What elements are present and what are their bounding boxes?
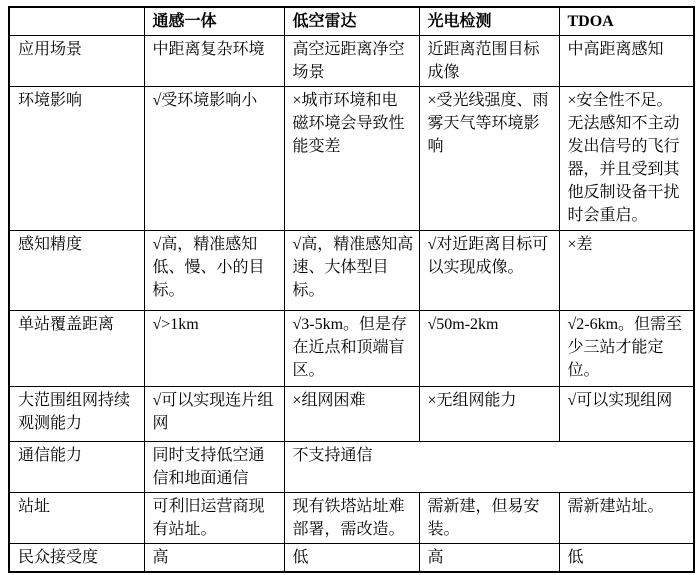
row-networking-observation: [9, 387, 694, 442]
row-label: 感知精度: [9, 231, 144, 311]
cell: 需新建，但易安装。: [419, 493, 559, 544]
cell: √受环境影响小: [144, 87, 284, 231]
cell: ×差: [559, 231, 694, 311]
cell: √对近距离目标可以实现成像。: [419, 231, 559, 311]
cell-merged: 不支持通信: [284, 442, 694, 493]
cell: 近距离范围目标成像: [419, 36, 559, 87]
cell: √3-5km。但是存在近点和顶端盲区。: [284, 311, 419, 387]
cell: 中高距离感知: [559, 36, 694, 87]
row-communication-capability: [9, 442, 694, 493]
header-cell-radar: 低空雷达: [284, 7, 419, 36]
row-environmental-impact: [9, 87, 694, 231]
row-public-acceptance: [9, 544, 694, 573]
cell: 需新建站址。: [559, 493, 694, 544]
row-sensing-accuracy: [9, 231, 694, 311]
row-label: 应用场景: [9, 36, 144, 87]
cell: √2-6km。但需至少三站才能定位。: [559, 311, 694, 387]
row-label: 大范围组网持续观测能力: [9, 387, 144, 442]
cell: 低: [559, 544, 694, 573]
cell: √可以实现组网: [559, 387, 694, 442]
cell: 可利旧运营商现有站址。: [144, 493, 284, 544]
row-label: 单站覆盖距离: [9, 311, 144, 387]
header-cell-empty: [9, 7, 144, 36]
cell: √>1km: [144, 311, 284, 387]
row-application-scenario: [9, 36, 694, 87]
cell: √可以实现连片组网: [144, 387, 284, 442]
cell: 同时支持低空通信和地面通信: [144, 442, 284, 493]
row-label: 民众接受度: [9, 544, 144, 573]
cell: 低: [284, 544, 419, 573]
row-single-station-coverage: [9, 311, 694, 387]
cell: ×组网困难: [284, 387, 419, 442]
cell: √高，精准感知低、慢、小的目标。: [144, 231, 284, 311]
cell: √50m-2km: [419, 311, 559, 387]
cell: ×安全性不足。无法感知不主动发出信号的飞行器，并且受到其他反制设备干扰时会重启。: [559, 87, 694, 231]
row-site: [9, 493, 694, 544]
row-label: 通信能力: [9, 442, 144, 493]
header-cell-tdoa: TDOA: [559, 7, 694, 36]
cell: 中距离复杂环境: [144, 36, 284, 87]
cell: ×无组网能力: [419, 387, 559, 442]
header-cell-optical: 光电检测: [419, 7, 559, 36]
cell: 高: [144, 544, 284, 573]
cell: √高，精准感知高速、大体型目标。: [284, 231, 419, 311]
cell: ×受光线强度、雨雾天气等环境影响: [419, 87, 559, 231]
header-row: [9, 7, 694, 36]
header-cell-isac: 通感一体: [144, 7, 284, 36]
cell: 高: [419, 544, 559, 573]
cell: 现有铁塔站址难部署，需改造。: [284, 493, 419, 544]
cell: ×城市环境和电磁环境会导致性能变差: [284, 87, 419, 231]
cell: 高空远距离净空场景: [284, 36, 419, 87]
row-label: 站址: [9, 493, 144, 544]
technology-comparison-table: [8, 6, 695, 573]
row-label: 环境影响: [9, 87, 144, 231]
